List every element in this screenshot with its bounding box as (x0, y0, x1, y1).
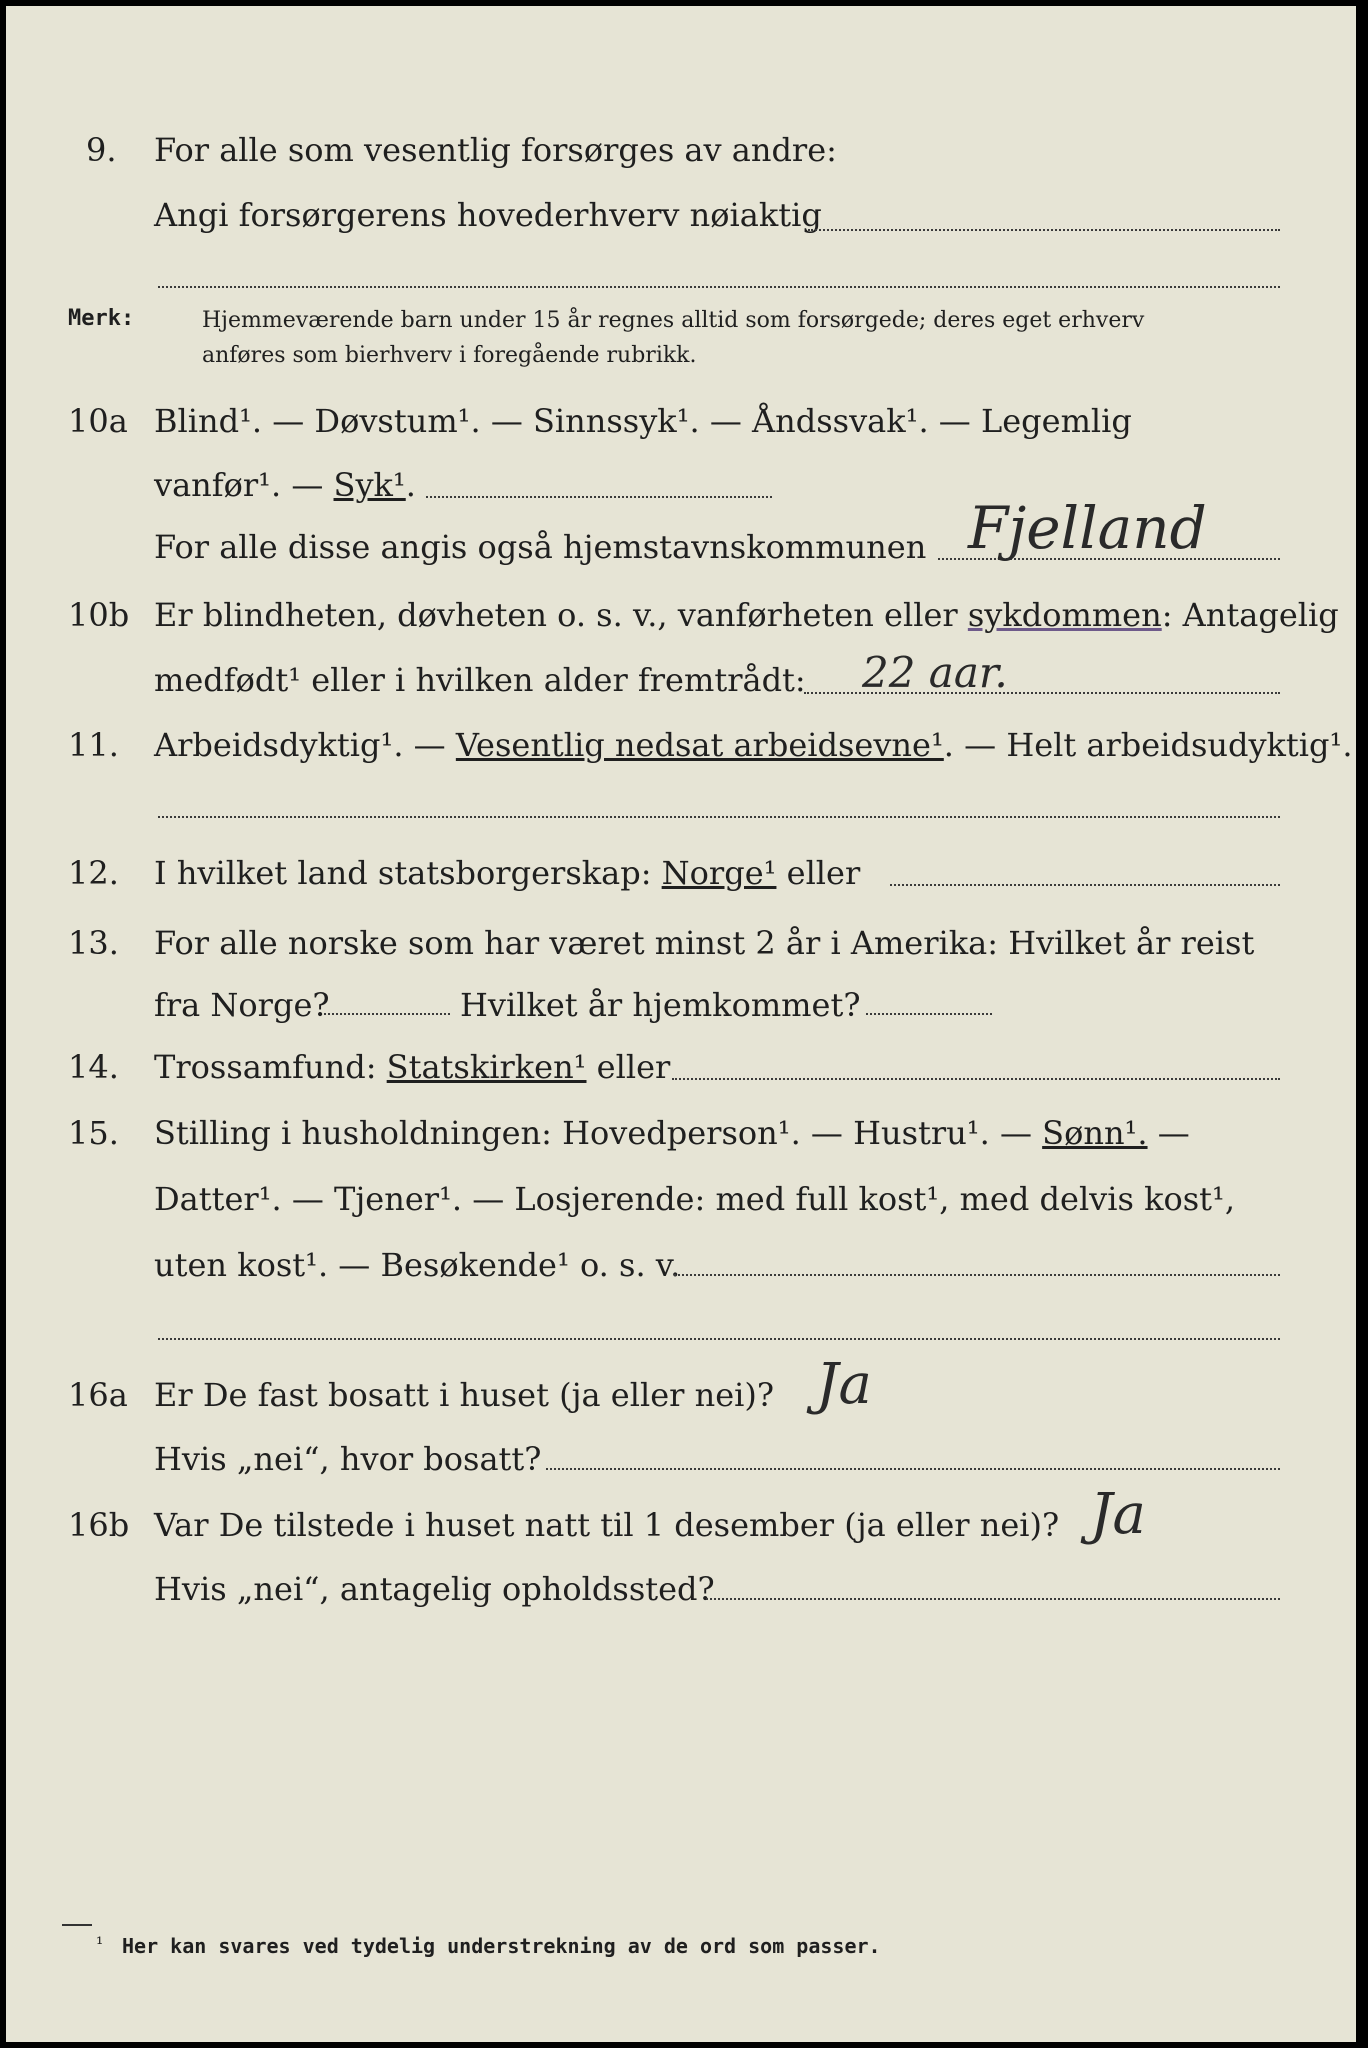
q12-text-a: I hvilket land statsborgerskap: (154, 854, 662, 892)
q14-statskirken-underlined: Statskirken¹ (386, 1048, 587, 1086)
q10b-sykdommen-underlined: sykdommen (967, 596, 1162, 634)
q12-norge-underlined: Norge¹ (661, 854, 777, 892)
q12-number: 12. (68, 854, 119, 892)
merk-label: Merk: (68, 306, 135, 331)
q10b-text-a: Er blindheten, døvheten o. s. v., vanførheten eller (154, 596, 968, 634)
q11-extra-line[interactable] (158, 816, 1280, 818)
q15-text-a: Stilling i husholdningen: Hovedperson¹. — Hustru¹. — (154, 1114, 1043, 1152)
q10b-question-1 (154, 596, 1339, 634)
q10b-question-2: medfødt¹ eller i hvilken alder fremtrådt: (154, 661, 806, 699)
q16a-bosatt-line[interactable] (546, 1468, 1280, 1470)
q13-reist-line[interactable] (324, 1013, 450, 1015)
q9-answer-line[interactable] (808, 229, 1280, 231)
q13-number: 13. (68, 924, 119, 962)
merk-text-2: anføres som bierhverv i foregående rubrikk. (202, 343, 697, 368)
q14-number: 14. (68, 1048, 119, 1086)
q10b-number: 10b (68, 596, 130, 634)
footnote-rule (62, 1924, 92, 1926)
q13-hjemkommet-line[interactable] (866, 1013, 992, 1015)
q11-text-c: . — Helt arbeidsudyktig¹. (943, 726, 1353, 764)
merk-text-1: Hjemmeværende barn under 15 år regnes alltid som forsørgede; deres eget erhverv (202, 308, 1145, 333)
q16a-answer: Ja (816, 1352, 872, 1417)
q16b-number: 16b (68, 1506, 130, 1544)
q10a-period: . (405, 466, 416, 504)
q11-text-a: Arbeidsdyktig¹. — (154, 726, 456, 764)
q10a-answer-line[interactable] (426, 496, 772, 498)
q10a-vanfor: vanfør¹. — (154, 466, 334, 504)
q12-text-c: eller (776, 854, 861, 892)
q13-reist-label: fra Norge? (154, 986, 330, 1024)
q16a-question: Er De fast bosatt i huset (ja eller nei)? (154, 1376, 775, 1414)
q9-subquestion: Angi forsørgerens hovederhverv nøiaktig (154, 196, 822, 234)
q9-question: For alle som vesentlig forsørges av andre: (154, 131, 837, 169)
q10a-hometown-question: For alle disse angis også hjemstavnskommunen (154, 528, 927, 566)
footnote-text: Her kan svares ved tydelig understrekning av de ord som passer. (122, 1934, 881, 1958)
q15-text-c: — (1147, 1114, 1190, 1152)
q16b-question: Var De tilstede i huset natt til 1 desember (ja eller nei)? (154, 1506, 1060, 1544)
q9-extra-line[interactable] (158, 286, 1280, 288)
q16a-number: 16a (68, 1376, 128, 1414)
q10a-options-1: Blind¹. — Døvstum¹. — Sinnssyk¹. — Åndssvak¹. — Legemlig (154, 402, 1132, 440)
q10a-hometown-answer: Fjelland (968, 494, 1207, 562)
q15-options-1 (154, 1114, 1190, 1152)
q15-options-3: uten kost¹. — Besøkende¹ o. s. v. (154, 1246, 681, 1284)
q10a-syk-underlined: Syk¹ (333, 466, 406, 504)
q15-answer-line[interactable] (674, 1274, 1280, 1276)
q11-options (154, 726, 1353, 764)
footnote-mark: ¹ (96, 1934, 104, 1955)
q16a-bosatt-label: Hvis „nei“, hvor bosatt? (154, 1440, 542, 1478)
q15-extra-line[interactable] (158, 1338, 1280, 1340)
q15-sonn-underlined: Sønn¹. (1042, 1114, 1148, 1152)
q16b-answer: Ja (1090, 1482, 1146, 1547)
q10b-text-c: : Antagelig (1161, 596, 1339, 634)
q11-number: 11. (68, 726, 119, 764)
q11-selected-underlined: Vesentlig nedsat arbeidsevne¹ (455, 726, 944, 764)
q14-question (154, 1048, 670, 1086)
q10a-options-2 (154, 466, 416, 504)
q10a-number: 10a (68, 402, 128, 440)
q15-number: 15. (68, 1114, 119, 1152)
census-form-page (6, 6, 1356, 2042)
q10b-answer: 22 aar. (862, 648, 1008, 697)
q13-question: For alle norske som har været minst 2 år i Amerika: Hvilket år reist (154, 924, 1255, 962)
q15-options-2: Datter¹. — Tjener¹. — Losjerende: med full kost¹, med delvis kost¹, (154, 1180, 1236, 1218)
q16b-opholdssted-line[interactable] (706, 1598, 1280, 1600)
q13-hjemkommet-label: Hvilket år hjemkommet? (460, 986, 861, 1024)
q16b-opholdssted-label: Hvis „nei“, antagelig opholdssted? (154, 1570, 715, 1608)
q12-answer-line[interactable] (890, 884, 1280, 886)
q9-number: 9. (86, 131, 117, 169)
q14-text-a: Trossamfund: (154, 1048, 387, 1086)
q12-question (154, 854, 860, 892)
q14-text-c: eller (586, 1048, 671, 1086)
q14-answer-line[interactable] (672, 1078, 1280, 1080)
